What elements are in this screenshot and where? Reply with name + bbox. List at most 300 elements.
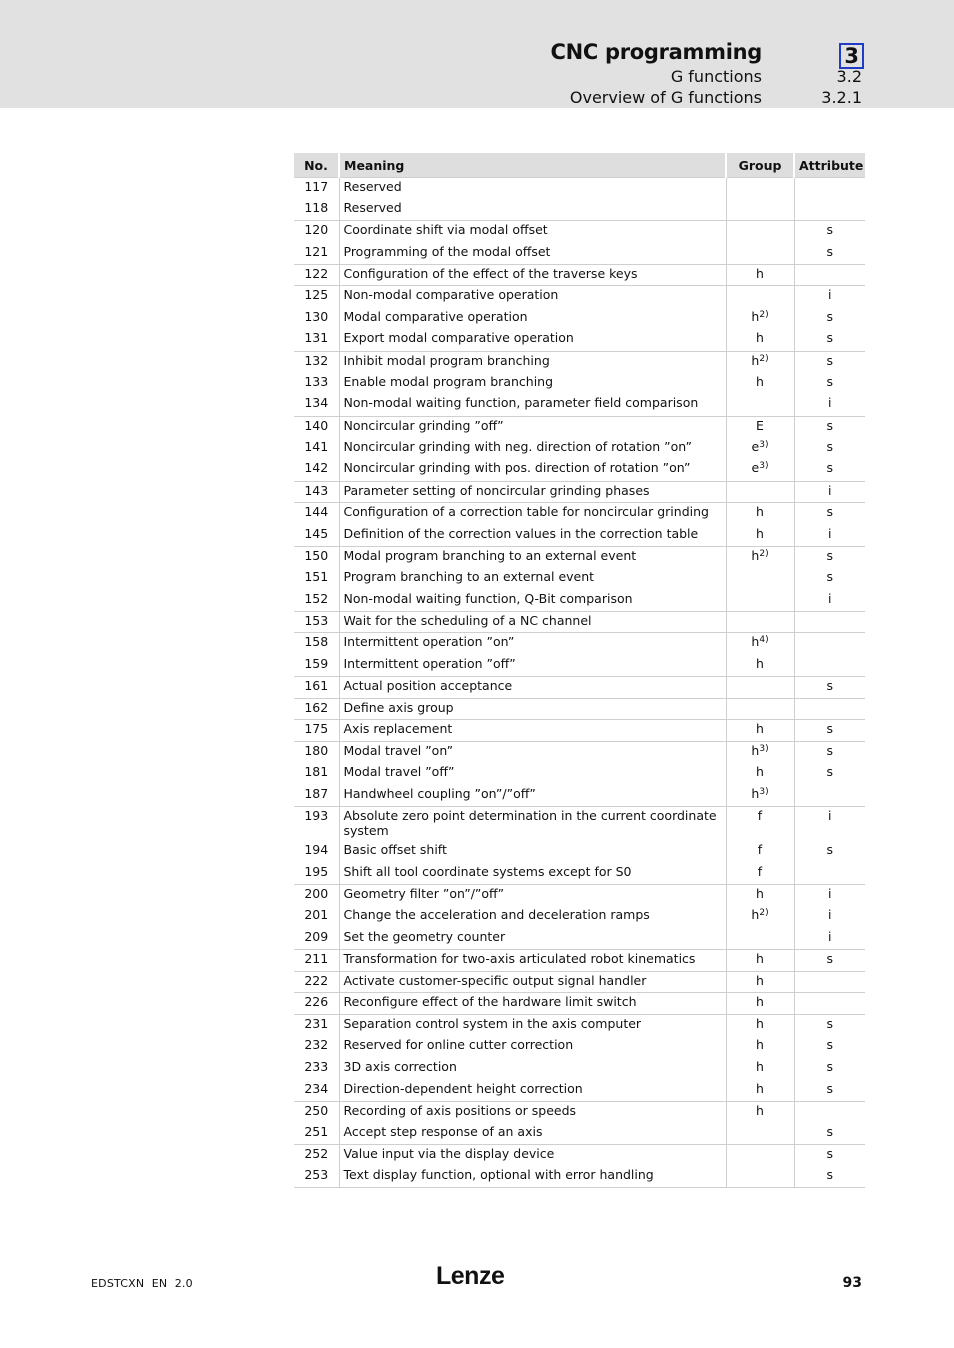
cell-meaning-text: Enable modal program branching (343, 373, 554, 389)
cell-attribute-text: i (828, 928, 832, 944)
cell-group (726, 546, 794, 568)
cell-group (726, 741, 794, 763)
cell-number-text: 151 (304, 568, 329, 584)
cell-meaning-text: Configuration of a correction table for noncircular grinding (343, 504, 709, 520)
cell-attribute (794, 1080, 865, 1102)
cell-group-text: h (756, 721, 764, 737)
cell-meaning (339, 438, 726, 460)
cell-number-text: 118 (304, 200, 329, 216)
cell-meaning (339, 806, 726, 841)
cell-group-text: h (756, 1037, 764, 1053)
cell-meaning-text: Intermittent operation ”off” (343, 655, 516, 671)
header-band (0, 0, 954, 108)
cell-number (294, 676, 339, 698)
cell-meaning-text: Definition of the correction values in the correction table (343, 525, 699, 541)
cell-number (294, 863, 339, 885)
cell-group (726, 633, 794, 655)
cell-number (294, 698, 339, 720)
cell-number-text: 201 (304, 907, 329, 922)
column-header-no: No. (294, 153, 339, 178)
cell-attribute (794, 741, 865, 763)
cell-attribute (794, 373, 865, 395)
cell-group (726, 416, 794, 438)
cell-attribute (794, 178, 865, 200)
cell-attribute (794, 720, 865, 742)
cell-attribute-text: s (826, 373, 833, 389)
table-row (294, 178, 865, 200)
cell-group (726, 438, 794, 460)
cell-attribute-text: s (826, 764, 833, 780)
cell-group (726, 949, 794, 971)
cell-attribute-text: s (826, 438, 833, 454)
cell-number (294, 655, 339, 677)
cell-meaning-text: Set the geometry counter (343, 928, 506, 944)
cell-group (726, 1101, 794, 1123)
cell-meaning-text: Reserved (343, 179, 402, 194)
cell-meaning-text: Configuration of the effect of the traverse keys (343, 265, 638, 281)
table-row (294, 763, 865, 785)
cell-number-text: 120 (304, 222, 329, 238)
cell-attribute (794, 308, 865, 330)
cell-number-text: 251 (304, 1123, 329, 1139)
g-functions-table (294, 153, 865, 1188)
cell-number (294, 611, 339, 633)
cell-number-text: 181 (304, 764, 329, 780)
cell-number-text: 121 (304, 243, 329, 259)
cell-attribute-text: s (826, 1080, 833, 1096)
cell-number-text: 193 (304, 807, 329, 823)
cell-number-text: 195 (304, 863, 329, 879)
section-number: 3.2 (836, 67, 862, 86)
cell-group-text: h (751, 547, 760, 563)
cell-number-text: 133 (304, 373, 329, 389)
cell-meaning (339, 243, 726, 265)
cell-number (294, 1080, 339, 1102)
cell-meaning (339, 590, 726, 612)
table-row (294, 199, 865, 221)
cell-attribute-text: i (828, 482, 832, 498)
cell-number (294, 481, 339, 503)
table-row (294, 351, 865, 373)
cell-group-text: h (751, 308, 760, 324)
cell-meaning-text: Define axis group (343, 699, 454, 715)
cell-number (294, 1145, 339, 1167)
cell-group-text: h (756, 504, 764, 520)
cell-meaning (339, 286, 726, 308)
cell-attribute-text: s (826, 1015, 833, 1031)
table-row (294, 785, 865, 807)
table-row (294, 993, 865, 1015)
cell-group-text: h (756, 1058, 764, 1074)
table-row (294, 221, 865, 243)
cell-number-text: 141 (304, 438, 329, 454)
cell-attribute (794, 264, 865, 286)
cell-meaning (339, 698, 726, 720)
cell-attribute-text: s (826, 504, 833, 520)
cell-meaning-text: Reconfigure effect of the hardware limit switch (343, 994, 637, 1010)
table-row (294, 308, 865, 330)
cell-attribute (794, 906, 865, 928)
cell-meaning-text: Noncircular grinding with neg. direction of rotation ”on” (343, 438, 692, 454)
cell-attribute (794, 676, 865, 698)
table-row (294, 949, 865, 971)
cell-number-text: 226 (304, 994, 329, 1010)
cell-number (294, 720, 339, 742)
cell-meaning (339, 503, 726, 525)
cell-meaning (339, 199, 726, 221)
cell-number (294, 1101, 339, 1123)
cell-group-text: e (751, 438, 760, 454)
cell-number-text: 131 (304, 330, 329, 346)
cell-meaning-text: Handwheel coupling ”on”/”off” (343, 785, 536, 801)
cell-number (294, 503, 339, 525)
cell-number (294, 416, 339, 438)
cell-number (294, 178, 339, 200)
cell-meaning-text: Programming of the modal offset (343, 243, 551, 259)
cell-meaning-text: Non-modal comparative operation (343, 287, 559, 303)
cell-group-text: f (757, 863, 763, 879)
cell-group-text: h (751, 785, 760, 801)
cell-meaning-text: Modal comparative operation (343, 308, 528, 324)
cell-attribute (794, 503, 865, 525)
cell-group (726, 1123, 794, 1145)
cell-attribute (794, 993, 865, 1015)
table-row (294, 1080, 865, 1102)
cell-meaning (339, 221, 726, 243)
table-row (294, 611, 865, 633)
cell-group (726, 286, 794, 308)
cell-attribute (794, 546, 865, 568)
cell-attribute-text: i (828, 590, 832, 606)
cell-attribute-text: s (826, 841, 833, 857)
cell-number-text: 144 (304, 504, 329, 520)
cell-number (294, 763, 339, 785)
table-row (294, 928, 865, 950)
cell-number-text: 187 (304, 785, 329, 801)
cell-number (294, 1123, 339, 1145)
cell-group (726, 1145, 794, 1167)
cell-attribute (794, 221, 865, 243)
cell-number (294, 199, 339, 221)
cell-group (726, 611, 794, 633)
cell-number-text: 200 (304, 885, 329, 901)
table-row (294, 806, 865, 841)
footnote-ref: 2) (759, 309, 769, 320)
cell-attribute (794, 1123, 865, 1145)
cell-group (726, 806, 794, 841)
cell-group (726, 373, 794, 395)
cell-group (726, 221, 794, 243)
cell-meaning (339, 1166, 726, 1188)
cell-group-text: h (751, 352, 760, 368)
cell-meaning-text: Noncircular grinding ”off” (343, 417, 504, 433)
cell-attribute-text: s (826, 1146, 833, 1162)
cell-group-text: h (756, 950, 764, 966)
cell-meaning-text: Wait for the scheduling of a NC channel (343, 612, 592, 628)
cell-group-text: f (757, 841, 763, 857)
cell-group (726, 264, 794, 286)
cell-attribute-text: s (826, 1058, 833, 1074)
cell-meaning (339, 308, 726, 330)
cell-number-text: 209 (304, 928, 329, 944)
table-row (294, 1145, 865, 1167)
cell-meaning (339, 1058, 726, 1080)
cell-number-text: 180 (304, 742, 329, 758)
table-row (294, 394, 865, 416)
table-header-row (294, 153, 865, 178)
cell-meaning (339, 971, 726, 993)
cell-attribute-text: s (826, 330, 833, 346)
footnote-ref: 2) (759, 353, 769, 364)
cell-number (294, 438, 339, 460)
table-row (294, 243, 865, 265)
cell-number-text: 150 (304, 547, 329, 563)
cell-meaning (339, 1036, 726, 1058)
cell-group (726, 1080, 794, 1102)
cell-group-text: h (756, 994, 764, 1010)
cell-group-text: h (751, 907, 760, 922)
cell-attribute (794, 611, 865, 633)
cell-number (294, 633, 339, 655)
cell-number-text: 143 (304, 482, 329, 498)
cell-meaning-text: Shift all tool coordinate systems except for S0 (343, 863, 632, 879)
cell-group (726, 655, 794, 677)
cell-meaning (339, 1014, 726, 1036)
cell-number (294, 928, 339, 950)
cell-number-text: 175 (304, 721, 329, 737)
cell-number-text: 159 (304, 655, 329, 671)
cell-meaning (339, 459, 726, 481)
cell-number (294, 351, 339, 373)
table-row (294, 481, 865, 503)
cell-attribute (794, 243, 865, 265)
cell-meaning-text: Coordinate shift via modal offset (343, 222, 548, 238)
cell-number (294, 373, 339, 395)
cell-number-text: 140 (304, 417, 329, 433)
cell-attribute (794, 568, 865, 590)
cell-group (726, 568, 794, 590)
cell-attribute-text: s (826, 352, 833, 368)
cell-number (294, 243, 339, 265)
cell-number (294, 1014, 339, 1036)
footer-doc-info (91, 1277, 193, 1290)
cell-meaning (339, 863, 726, 885)
cell-number-text: 250 (304, 1102, 329, 1118)
lenze-logo: Lenze (436, 1262, 505, 1290)
cell-group (726, 590, 794, 612)
table-row (294, 741, 865, 763)
cell-group (726, 308, 794, 330)
cell-group-text: h (756, 1102, 764, 1118)
cell-meaning-text: Export modal comparative operation (343, 330, 574, 346)
cell-number (294, 841, 339, 863)
table-row (294, 884, 865, 906)
cell-number-text: 233 (304, 1058, 329, 1074)
cell-attribute-text: s (826, 742, 833, 758)
cell-attribute (794, 590, 865, 612)
cell-attribute-text: s (826, 950, 833, 966)
cell-number (294, 590, 339, 612)
cell-group (726, 884, 794, 906)
cell-number-text: 232 (304, 1037, 329, 1053)
cell-meaning (339, 949, 726, 971)
cell-number-text: 194 (304, 841, 329, 857)
cell-number-text: 117 (304, 179, 329, 194)
footer-doc-id: EDSTCXN (91, 1277, 145, 1290)
cell-number-text: 222 (304, 972, 329, 988)
cell-group (726, 525, 794, 547)
cell-group (726, 459, 794, 481)
cell-meaning-text: Non-modal waiting function, Q-Bit comparison (343, 590, 633, 606)
cell-meaning (339, 264, 726, 286)
cell-meaning (339, 611, 726, 633)
cell-meaning-text: Absolute zero point determination in the current coordinate system (343, 807, 717, 838)
cell-meaning (339, 481, 726, 503)
cell-group (726, 698, 794, 720)
chapter-number-link[interactable]: 3 (839, 43, 864, 69)
footnote-ref: 3) (759, 439, 769, 450)
cell-number (294, 525, 339, 547)
table-row (294, 720, 865, 742)
cell-attribute-text: i (828, 287, 832, 303)
cell-group-text: h (756, 885, 764, 901)
column-header-attribute: Attribute (794, 153, 865, 178)
cell-number (294, 329, 339, 351)
cell-meaning (339, 785, 726, 807)
cell-group (726, 785, 794, 807)
cell-attribute (794, 863, 865, 885)
cell-group-text: f (757, 807, 763, 823)
cell-meaning-text: Noncircular grinding with pos. direction of rotation ”on” (343, 460, 691, 476)
cell-number-text: 134 (304, 395, 329, 411)
cell-meaning-text: Activate customer-specific output signal handler (343, 972, 647, 988)
cell-group (726, 351, 794, 373)
cell-attribute (794, 481, 865, 503)
cell-attribute (794, 841, 865, 863)
cell-group-text: h (756, 655, 764, 671)
cell-attribute-text: s (826, 1037, 833, 1053)
cell-number (294, 308, 339, 330)
cell-meaning (339, 1123, 726, 1145)
cell-attribute-text: s (826, 721, 833, 737)
cell-meaning-text: Program branching to an external event (343, 568, 595, 584)
footnote-ref: 4) (759, 635, 769, 646)
cell-number (294, 264, 339, 286)
column-header-meaning: Meaning (339, 153, 726, 178)
cell-number (294, 785, 339, 807)
cell-group (726, 763, 794, 785)
cell-group (726, 863, 794, 885)
footnote-ref: 2) (759, 908, 769, 918)
cell-group (726, 906, 794, 928)
cell-number-text: 162 (304, 699, 329, 715)
table-row (294, 568, 865, 590)
cell-meaning-text: 3D axis correction (343, 1058, 457, 1074)
cell-meaning (339, 178, 726, 200)
cell-meaning-text: Basic offset shift (343, 841, 447, 857)
table-row (294, 525, 865, 547)
table-row (294, 1036, 865, 1058)
table-row (294, 633, 865, 655)
cell-number-text: 231 (304, 1015, 329, 1031)
cell-attribute-text: s (826, 568, 833, 584)
cell-attribute (794, 1036, 865, 1058)
cell-group-text: h (756, 1015, 764, 1031)
table-row (294, 1166, 865, 1188)
cell-meaning (339, 841, 726, 863)
cell-meaning (339, 525, 726, 547)
cell-attribute (794, 199, 865, 221)
cell-group (726, 993, 794, 1015)
cell-attribute (794, 459, 865, 481)
cell-meaning-text: Parameter setting of noncircular grinding phases (343, 482, 650, 498)
cell-number (294, 286, 339, 308)
cell-attribute (794, 329, 865, 351)
cell-number (294, 459, 339, 481)
cell-meaning-text: Direction-dependent height correction (343, 1080, 583, 1096)
cell-number (294, 568, 339, 590)
cell-number (294, 394, 339, 416)
cell-attribute-text: i (828, 395, 832, 411)
cell-group (726, 1166, 794, 1188)
cell-number-text: 145 (304, 525, 329, 541)
cell-group-text: h (756, 265, 764, 281)
cell-number-text: 153 (304, 612, 329, 628)
cell-meaning (339, 906, 726, 928)
cell-attribute-text: i (828, 525, 832, 541)
cell-attribute-text: s (826, 417, 833, 433)
cell-attribute-text: s (826, 460, 833, 476)
cell-group (726, 243, 794, 265)
footnote-ref: 2) (759, 548, 769, 559)
table-row (294, 416, 865, 438)
cell-attribute (794, 394, 865, 416)
cell-group-text: h (756, 1080, 764, 1096)
cell-meaning (339, 741, 726, 763)
cell-number (294, 221, 339, 243)
cell-meaning-text: Reserved for online cutter correction (343, 1037, 574, 1053)
cell-meaning-text: Modal travel ”on” (343, 742, 454, 758)
table-row (294, 546, 865, 568)
cell-number-text: 234 (304, 1080, 329, 1096)
cell-group (726, 178, 794, 200)
cell-attribute-text: s (826, 222, 833, 238)
cell-meaning (339, 1101, 726, 1123)
table-row (294, 286, 865, 308)
cell-group-text: h (751, 742, 760, 758)
cell-number (294, 546, 339, 568)
cell-attribute-text: s (826, 1167, 833, 1183)
cell-meaning-text: Non-modal waiting function, parameter field comparison (343, 395, 699, 411)
cell-meaning-text: Change the acceleration and deceleration ramps (343, 907, 650, 922)
cell-group-text: h (756, 525, 764, 541)
cell-number-text: 252 (304, 1146, 329, 1162)
cell-attribute-text: s (826, 1123, 833, 1139)
cell-number-text: 132 (304, 352, 329, 368)
table-row (294, 698, 865, 720)
cell-meaning (339, 993, 726, 1015)
cell-meaning (339, 655, 726, 677)
cell-attribute (794, 525, 865, 547)
cell-group-text: E (756, 417, 764, 433)
cell-meaning (339, 720, 726, 742)
cell-meaning (339, 546, 726, 568)
cell-group (726, 329, 794, 351)
subsection-title: Overview of G functions (569, 88, 762, 107)
cell-group (726, 928, 794, 950)
cell-meaning-text: Geometry filter ”on”/”off” (343, 885, 505, 901)
cell-meaning (339, 884, 726, 906)
